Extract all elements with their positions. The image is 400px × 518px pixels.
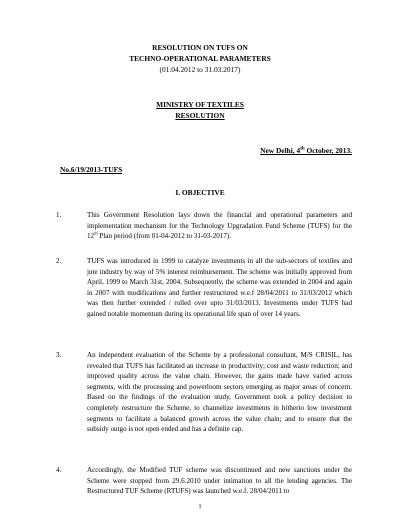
paragraph-text [87,210,352,242]
page-number: 1 [198,503,202,510]
ministry-block [0,99,400,121]
paragraph-number: 3. [56,351,62,359]
title-date-range: (01.04.2012 to 31.03.2017) [159,65,241,74]
paragraph-number: 2. [56,257,62,265]
dateline-rest: October, 2013. [304,146,352,155]
paragraph-text: An independent evaluation of the Scheme by a professional consultant, M/S CRISIL, has revealed that TUFS has facilitated an increase in productivity; cost and waste reduction; and improved quality across the value chain. However, the gains made have varied across segments, with the processing and powerloom sectors emerging as major areas of concern. Based on the findings of the evaluation study, Government took a policy decision to completely restructure the Scheme, to channelize investments in hitherto low investment segments to facilitate a balanced growth across the value chain; and to ensure that the subsidy outgo is not open ended and has a definite cap. [87,351,352,434]
paragraph-text-part-a: This Government Resolution lays down the financial and operational parameters and implementation mechanism for the Technology Upgradation Fund Scheme (TUFS) for the 12 [87,211,352,241]
paragraph-3 [56,350,352,435]
paragraph-text: Accordingly, the Modified TUF scheme was discontinued and new sanctions under the Scheme were stopped from 29.6.2010 under intimation to all the lending agencies. The Restructured TUF Scheme (RTUFS) was launched w.e.f. 28/04/2011 to [87,466,352,496]
section-heading: I. OBJECTIVE [175,188,225,197]
paragraph-4 [56,465,352,497]
resolution-title-block [0,42,400,75]
paragraph-number: 1. [56,211,62,219]
dateline-prefix: New Delhi, 4 [260,146,301,155]
title-line-2: TECHNO-OPERATIONAL PARAMETERS [129,54,271,63]
dateline [260,146,352,155]
dateline-suffix: th [300,146,305,152]
paragraph-1 [56,210,352,242]
reference-number: No.6/19/2013-TUFS [60,165,123,174]
paragraph-superscript: th [94,230,98,236]
resolution-label: RESOLUTION [175,111,225,120]
paragraph-number: 4. [56,466,62,474]
ministry-name: MINISTRY OF TEXTILES [156,100,244,109]
title-line-1: RESOLUTION ON TUFS ON [152,43,248,52]
paragraph-text-part-b: Plan period (from 01-04-2012 to 31-03-2017). [97,232,232,241]
paragraph-2 [56,256,352,320]
paragraph-text: TUFS was introduced in 1999 to catalyze investments in all the sub-sectors of textiles and jute industry by way of 5% interest reimbursement. The scheme was initially approved from April, 1999 to March 31st, 2004. Subsequently, the scheme was extended in 2004 and again in 2007 with modifications and further restructured w.e.f 28/04/2011 to 31/03/2012 which was then further extended / rolled over upto 31/03/2013. Investments under TUFS had gained notable momentum during its operational life span of over 14 years. [87,257,352,318]
